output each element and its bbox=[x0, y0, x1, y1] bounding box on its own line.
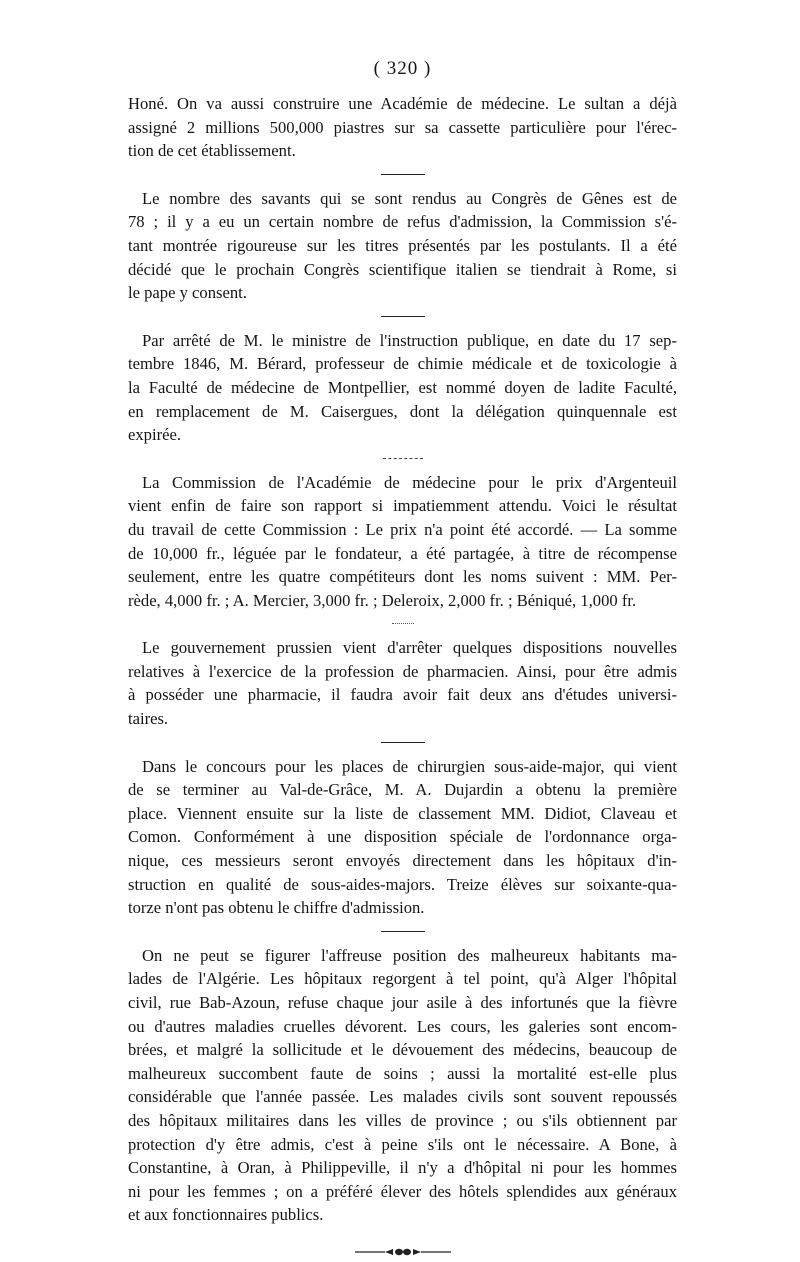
paragraph-constantinople-academy bbox=[128, 92, 677, 163]
text-line: ni pour les femmes ; on a préféré élever des hôtels splendides aux généraux bbox=[128, 1181, 677, 1201]
section-divider bbox=[381, 316, 425, 317]
text-line: malheureux succombent faute de soins ; aussi la mortalité est-elle plus bbox=[128, 1063, 677, 1083]
text-line: expirée. bbox=[128, 425, 181, 445]
text-line: ou d'autres maladies cruelles dévorent. Les cours, les galeries sont encom- bbox=[128, 1016, 677, 1036]
text-line: relatives à l'exercice de la profession de pharmacien. Ainsi, pour être admis bbox=[128, 661, 677, 681]
page-number: ( 320 ) bbox=[373, 58, 432, 79]
text-line: place. Viennent ensuite sur la liste de classement MM. Didiot, Claveau et bbox=[128, 803, 677, 823]
text-line: rède, 4,000 fr. ; A. Mercier, 3,000 fr. ; Deleroix, 2,000 fr. ; Béniqué, 1,000 fr. bbox=[128, 590, 637, 610]
paragraph-genoa-congress bbox=[128, 187, 677, 305]
text-line: On ne peut se figurer l'affreuse position des malheureux habitants ma- bbox=[142, 945, 677, 965]
text-line: Dans le concours pour les places de chirurgien sous-aide-major, qui vient bbox=[142, 756, 677, 776]
text-line: vient enfin de faire son rapport si impatiemment attendu. Voici le résultat bbox=[128, 496, 677, 516]
text-line: et aux fonctionnaires publics. bbox=[128, 1205, 324, 1225]
text-line: torze n'ont pas obtenu le chiffre d'admission. bbox=[128, 898, 425, 918]
text-line: Constantine, à Oran, à Philippeville, il n'y a d'hôpital ni pour les hommes bbox=[128, 1158, 677, 1178]
text-line: Comon. Conformément à une disposition spéciale de l'ordonnance orga- bbox=[128, 827, 677, 847]
text-line: Par arrêté de M. le ministre de l'instruction publique, en date du 17 sep- bbox=[142, 330, 677, 350]
fleuron-ornament bbox=[355, 1247, 451, 1257]
text-line: décidé que le prochain Congrès scientifique italien se tiendrait à Rome, si bbox=[128, 259, 677, 279]
text-line: de 10,000 fr., léguée par le fondateur, a été partagée, à titre de récompense bbox=[128, 543, 677, 563]
section-divider bbox=[383, 458, 423, 459]
section-divider bbox=[381, 931, 425, 932]
text-line: tion de cet établissement. bbox=[128, 141, 296, 161]
text-line: Honé. On va aussi construire une Académie de médecine. Le sultan a déjà bbox=[128, 94, 677, 113]
text-line: le pape y consent. bbox=[128, 283, 247, 303]
text-line: en remplacement de M. Caisergues, dont la délégation quinquennale est bbox=[128, 401, 677, 421]
paragraph-montpellier-dean bbox=[128, 329, 677, 447]
text-line: taires. bbox=[128, 709, 169, 729]
paragraph-algeria-hospitals bbox=[128, 944, 677, 1227]
text-line: à posséder une pharmacie, il faudra avoir fait deux ans d'études universi- bbox=[128, 685, 677, 705]
text-line: considérable que l'année passée. Les malades civils sont souvent repoussés bbox=[128, 1087, 677, 1107]
text-line: Le gouvernement prussien vient d'arrêter quelques dispositions nouvelles bbox=[142, 638, 677, 658]
text-line: lades de l'Algérie. Les hôpitaux regorgent à tel point, qu'à Alger l'hôpital bbox=[128, 969, 677, 989]
text-line: des hôpitaux militaires dans les villes de province ; ou s'ils obtiennent par bbox=[128, 1110, 677, 1130]
paragraph-prussian-pharmacy bbox=[128, 636, 677, 730]
text-line: tembre 1846, M. Bérard, professeur de chimie médicale et de toxicologie à bbox=[128, 354, 677, 374]
text-line: de se terminer au Val-de-Grâce, M. A. Dujardin a obtenu la première bbox=[128, 780, 677, 800]
section-divider bbox=[381, 174, 425, 175]
text-line: 78 ; il y a eu un certain nombre de refus d'admission, la Commission s'é- bbox=[128, 212, 677, 232]
text-line: civil, rue Bab-Azoun, refuse chaque jour asile à des infortunés que la fièvre bbox=[128, 993, 677, 1012]
paragraph-val-de-grace-concours bbox=[128, 755, 677, 920]
text-line: du travail de cette Commission : Le prix n'a point été accordé. — La somme bbox=[128, 519, 677, 539]
text-line: struction en qualité de sous-aides-majors. Treize élèves sur soixante-qua- bbox=[128, 874, 677, 894]
text-line: protection d'y être admis, c'est à peine s'ils ont le nécessaire. A Bone, à bbox=[128, 1134, 677, 1154]
document-page bbox=[128, 58, 677, 1257]
text-line: Le nombre des savants qui se sont rendus au Congrès de Gênes est de bbox=[142, 188, 677, 208]
section-divider bbox=[381, 742, 425, 743]
section-divider bbox=[392, 623, 414, 624]
paragraph-argenteuil-prize bbox=[128, 471, 677, 613]
text-line: tant montrée rigoureuse sur les titres présentés par les postulants. Il a été bbox=[128, 235, 677, 255]
text-line: assigné 2 millions 500,000 piastres sur sa cassette particulière pour l'érec- bbox=[128, 117, 677, 137]
text-line: la Faculté de médecine de Montpellier, est nommé doyen de ladite Faculté, bbox=[128, 377, 677, 397]
text-line: La Commission de l'Académie de médecine pour le prix d'Argenteuil bbox=[142, 472, 677, 492]
text-line: seulement, entre les quatre compétiteurs dont les noms suivent : MM. Per- bbox=[128, 567, 677, 587]
text-line: nique, ces messieurs seront envoyés directement dans les hôpitaux d'in- bbox=[128, 851, 677, 871]
text-line: brées, et malgré la sollicitude et le dévouement des médecins, beaucoup de bbox=[128, 1040, 677, 1060]
